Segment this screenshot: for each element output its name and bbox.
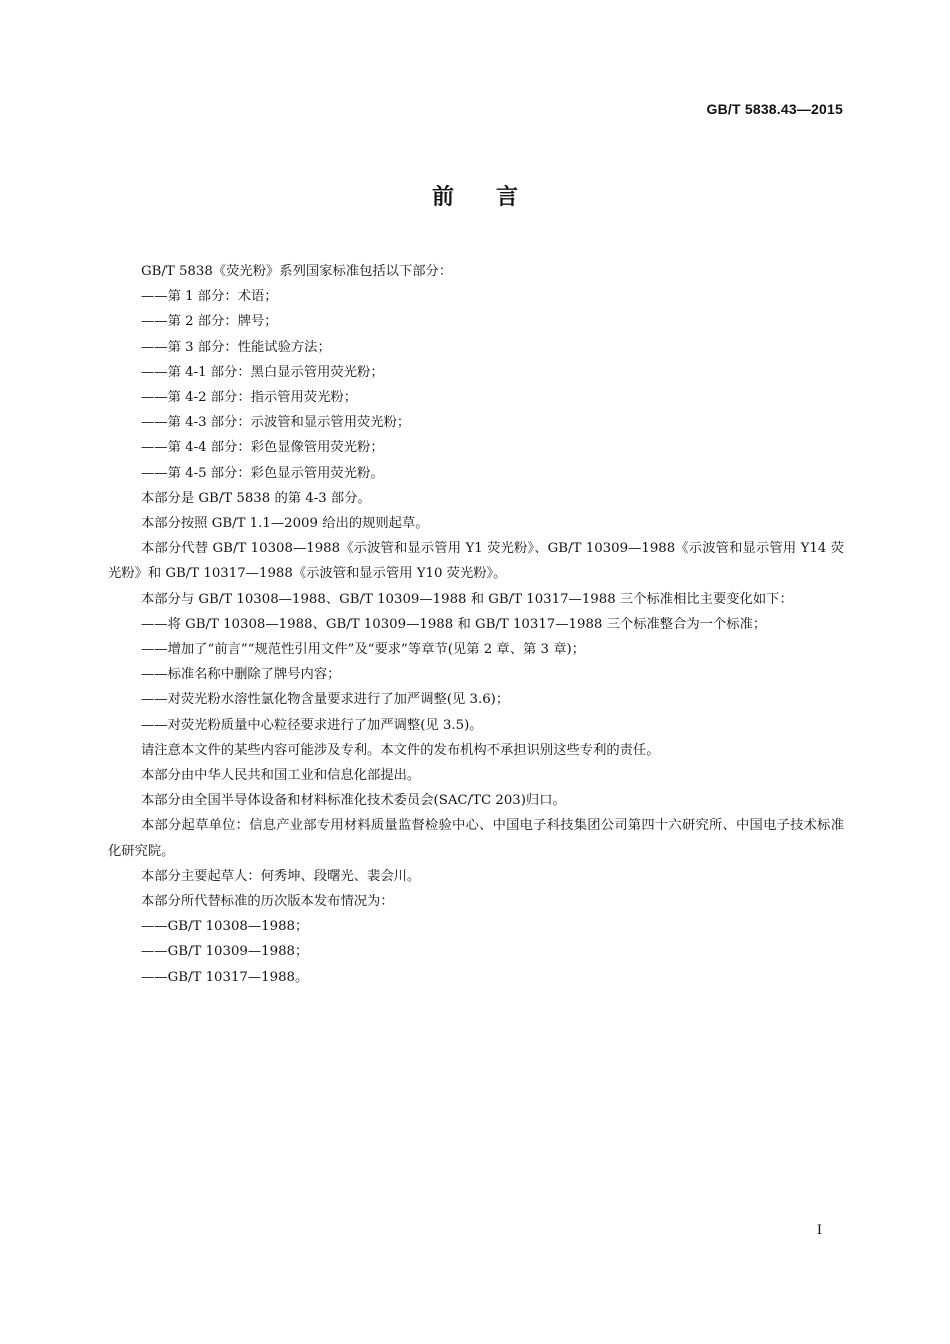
list-item-part-3: ——第 3 部分：性能试验方法； xyxy=(141,339,331,355)
list-item-change-chloride: ——对荧光粉水溶性氯化物含量要求进行了加严调整(见 3.6)； xyxy=(141,692,510,708)
paragraph-patent-notice: 请注意本文件的某些内容可能涉及专利。本文件的发布机构不承担识别这些专利的责任。 xyxy=(141,742,660,758)
paragraph-proposed-by: 本部分由中华人民共和国工业和信息化部提出。 xyxy=(141,768,421,784)
list-item-part-4-3: ——第 4-3 部分：示波管和显示管用荧光粉； xyxy=(141,415,411,431)
list-item-part-2: ——第 2 部分：牌号； xyxy=(141,314,278,330)
paragraph-history-intro: 本部分所代替标准的历次版本发布情况为： xyxy=(141,894,394,910)
paragraph-centralized-by: 本部分由全国半导体设备和材料标准化技术委员会(SAC/TC 203)归口。 xyxy=(141,793,566,809)
paragraph-drafting-rules: 本部分按照 GB/T 1.1—2009 给出的规则起草。 xyxy=(141,516,429,532)
list-item-part-4-1: ——第 4-1 部分：黑白显示管用荧光粉； xyxy=(141,364,384,380)
list-item-part-4-4: ——第 4-4 部分：彩色显像管用荧光粉； xyxy=(141,440,384,456)
page-title: 前言 xyxy=(431,185,560,210)
paragraph-changes-intro: 本部分与 GB/T 10308—1988、GB/T 10309—1988 和 GB/T 10317—1988 三个标准相比主要变化如下： xyxy=(141,591,793,607)
list-item-change-name: ——标准名称中删除了牌号内容； xyxy=(141,667,341,683)
list-item-change-sections: ——增加了“前言”“规范性引用文件”及“要求”等章节(见第 2 章、第 3 章)； xyxy=(141,642,586,658)
list-item-history-10308: ——GB/T 10308—1988； xyxy=(141,919,309,935)
paragraph-drafting-units: 本部分起草单位：信息产业部专用材料质量监督检验中心、中国电子科技集团公司第四十六研究所、中国电子技术标准化研究院。 xyxy=(108,818,844,859)
page-number: I xyxy=(816,1223,822,1238)
list-item-change-merge: ——将 GB/T 10308—1988、GB/T 10309—1988 和 GB/T 10317—1988 三个标准整合为一个标准； xyxy=(141,616,767,632)
list-item-history-10317: ——GB/T 10317—1988。 xyxy=(141,969,309,985)
list-item-part-1: ——第 1 部分：术语； xyxy=(141,289,278,305)
list-item-part-4-5: ——第 4-5 部分：彩色显示管用荧光粉。 xyxy=(141,465,384,481)
list-item-part-4-2: ——第 4-2 部分：指示管用荧光粉； xyxy=(141,390,358,406)
paragraph-series-intro: GB/T 5838《荧光粉》系列国家标准包括以下部分： xyxy=(141,264,453,279)
paragraph-replaces: 本部分代替 GB/T 10308—1988《示波管和显示管用 Y1 荧光粉》、GB/T 10309—1988《示波管和显示管用 Y14 荧光粉》和 GB/T 10317—1988《示波管和显示管用 Y10 荧光粉》。 xyxy=(108,541,844,582)
standard-number: GB/T 5838.43—2015 xyxy=(706,101,843,117)
paragraph-drafters: 本部分主要起草人：何秀坤、段曙光、裴会川。 xyxy=(141,868,421,884)
foreword-body xyxy=(108,259,844,990)
list-item-change-particle: ——对荧光粉质量中心粒径要求进行了加严调整(见 3.5)。 xyxy=(141,717,483,733)
list-item-history-10309: ——GB/T 10309—1988； xyxy=(141,944,309,960)
paragraph-this-part: 本部分是 GB/T 5838 的第 4-3 部分。 xyxy=(141,490,371,506)
